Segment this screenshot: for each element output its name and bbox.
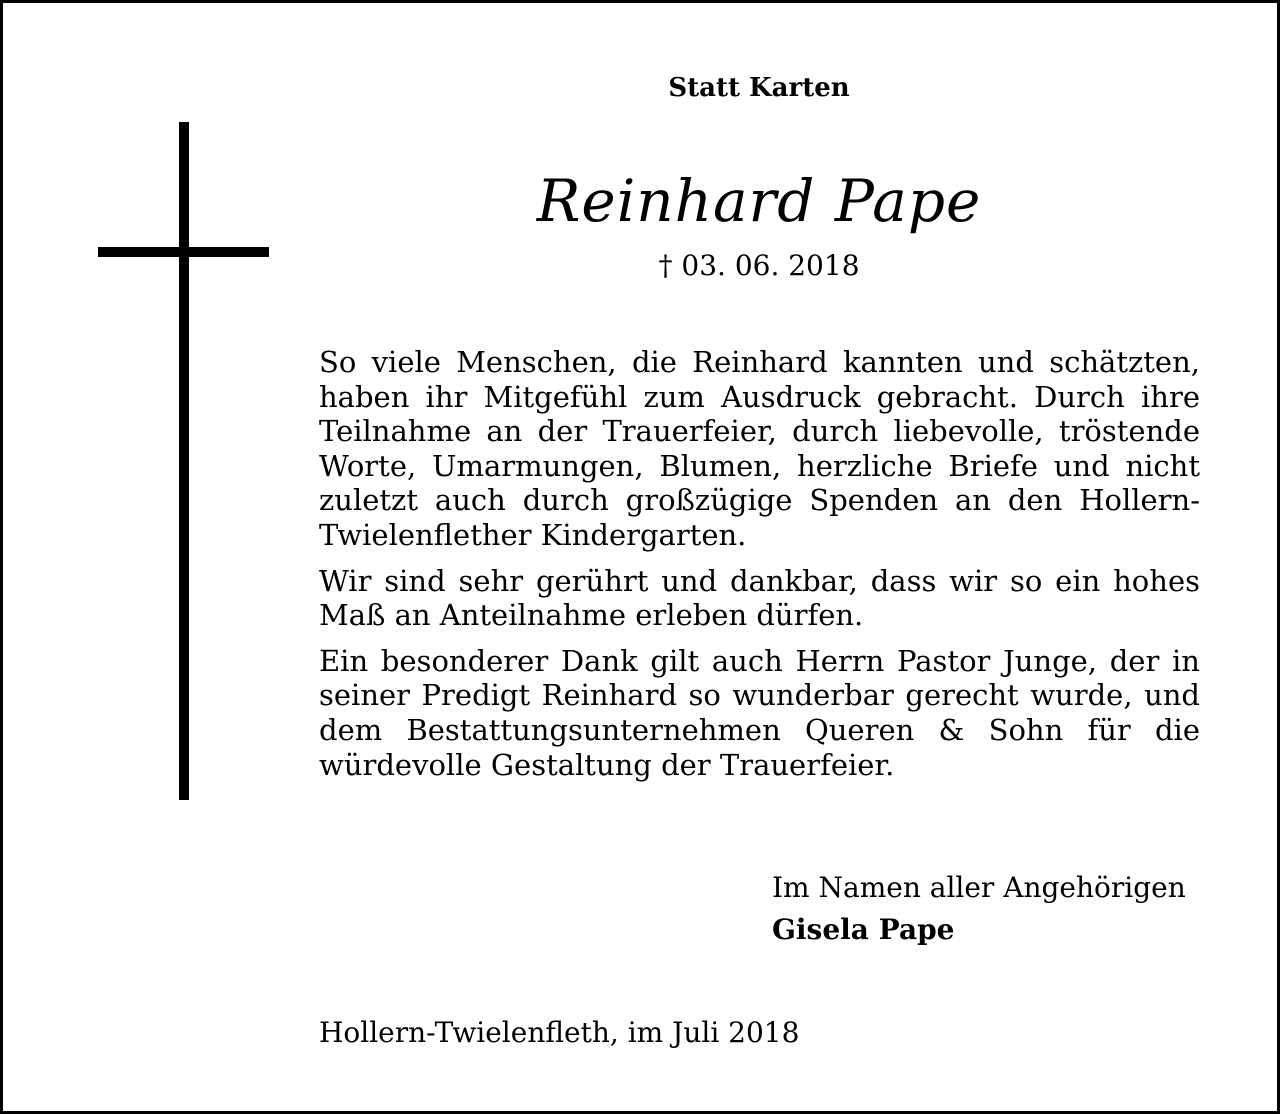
death-date: † 03. 06. 2018 bbox=[658, 249, 860, 282]
header-note: Statt Karten bbox=[668, 73, 850, 103]
closing-phrase: Im Namen aller Angehörigen bbox=[772, 871, 1186, 904]
closing-block bbox=[772, 867, 1202, 951]
paragraph-special-thanks: Ein besonderer Dank gilt auch Herrn Pastor Junge, der in seiner Predigt Reinhard so wunderbar gerecht wurde, und dem Bestattungsunternehmen Queren & Sohn für die würdevolle Gestaltung der Trauerfeier. bbox=[319, 643, 1200, 782]
paragraph-thanks: So viele Menschen, die Reinhard kannten und schätzten, haben ihr Mitgefühl zum Ausdruck gebracht. Durch ihre Teilnahme an der Trauerfeier, durch liebevolle, tröstende Worte, Umarmungen, Blumen, herzliche Briefe und nicht zuletzt auch durch großzügige Spenden an den Hollern-Twielenflether Kindergarten. bbox=[319, 345, 1200, 552]
cross-horizontal-bar bbox=[98, 247, 269, 257]
signer-name: Gisela Pape bbox=[772, 913, 955, 946]
body-text bbox=[319, 345, 1200, 793]
place-date: Hollern-Twielenfleth, im Juli 2018 bbox=[319, 1016, 800, 1049]
cross-vertical-bar bbox=[179, 122, 189, 800]
deceased-name: Reinhard Pape bbox=[536, 167, 982, 235]
paragraph-gratitude: Wir sind sehr gerührt und dankbar, dass wir so ein hohes Maß an Anteilnahme erleben dürfen. bbox=[319, 563, 1200, 633]
